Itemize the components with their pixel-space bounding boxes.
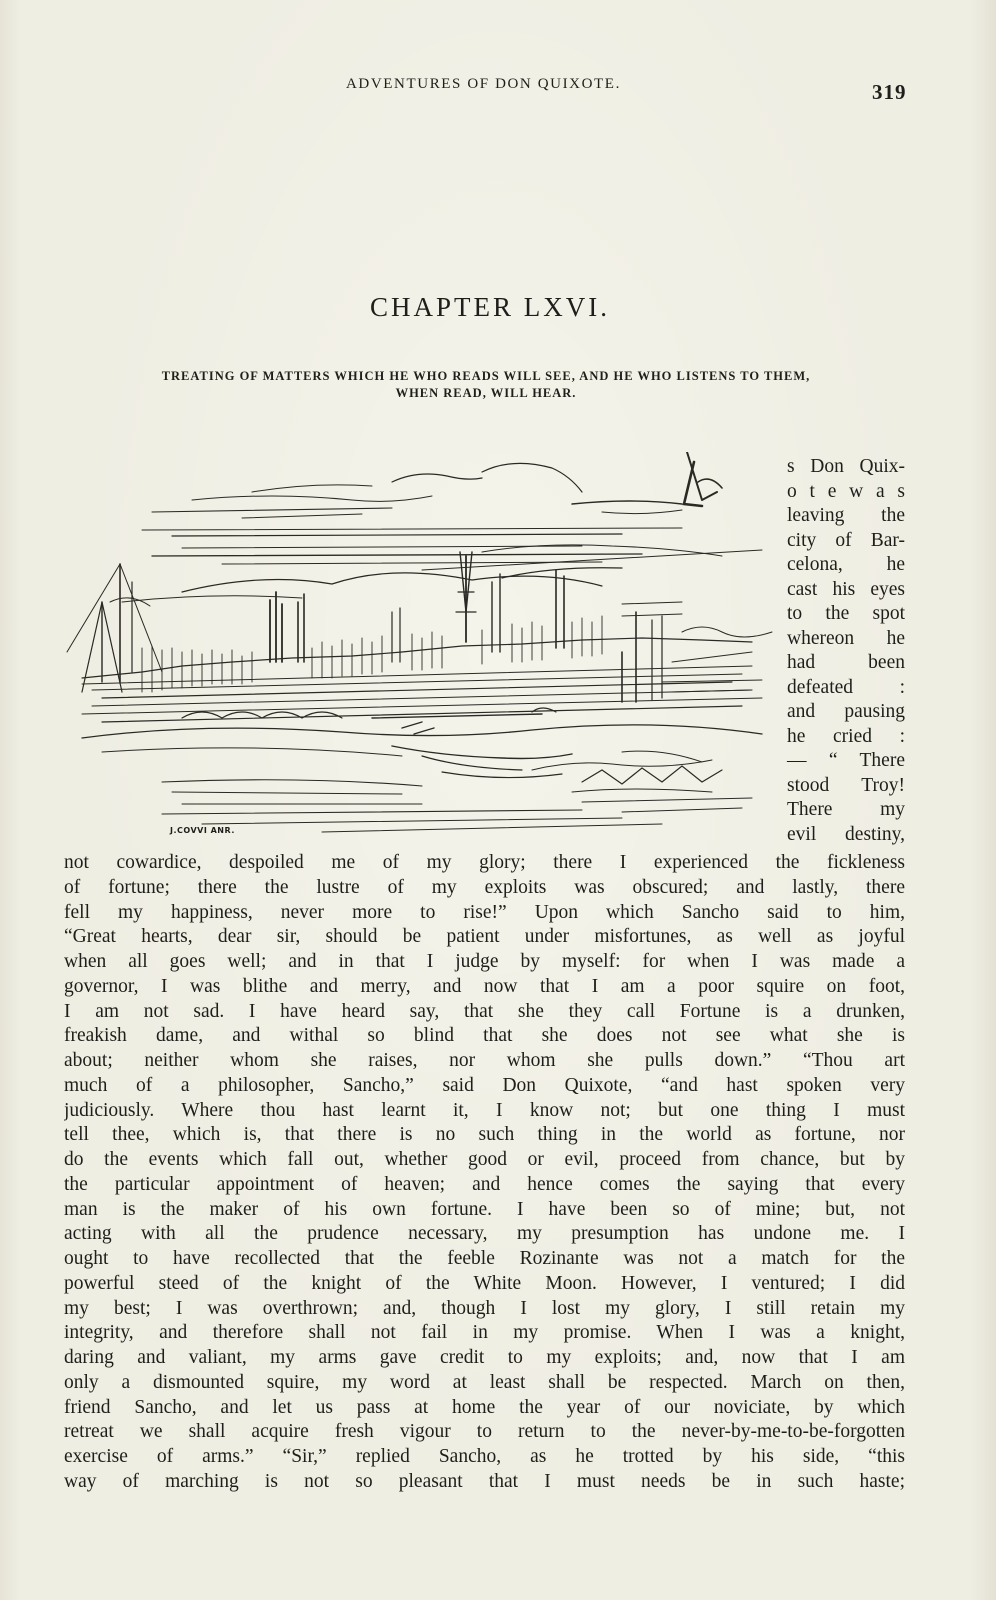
page-number: 319 (872, 80, 907, 104)
body-line: powerful steed of the knight of the White Moon. However, I ventured; I did (64, 1272, 905, 1294)
chapter-title: CHAPTER LXVI. (370, 292, 610, 322)
chapter-subtitle-line-2: WHEN READ, WILL HEAR. (395, 386, 577, 400)
running-head: ADVENTURES OF DON QUIXOTE. (346, 76, 621, 92)
chapter-subtitle (66, 368, 906, 402)
body-line: retreat we shall acquire fresh vigour to return to the never-by-me-to-be-forgotten (64, 1421, 905, 1443)
city-engraving-icon (62, 452, 774, 844)
body-line: much of a philosopher, Sancho,” said Don Quixote, “and hast spoken very (64, 1074, 905, 1096)
body-line: way of marching is not so pleasant that I must needs be in such haste; (64, 1470, 905, 1492)
body-line: when all goes well; and in that I judge by myself: for when I was made a (64, 951, 905, 972)
body-line: only a dismounted squire, my word at least shall be respected. March on then, (64, 1371, 905, 1393)
side-line: celona, he (787, 554, 905, 575)
body-line: of fortune; there the lustre of my exploits was obscured; and lastly, there (64, 876, 905, 898)
side-line: cast his eyes (787, 578, 905, 600)
body-line: integrity, and therefore shall not fail in my promise. When I was a knight, (64, 1322, 905, 1344)
engraver-signature: J.COVVI ANR. (170, 826, 235, 835)
side-line: — “ There (787, 750, 905, 771)
side-line: s Don Quix- (787, 456, 905, 477)
body-line: judiciously. Where thou hast learnt it, I know not; but one thing I must (64, 1099, 905, 1121)
body-line: man is the maker of his own fortune. I have been so of mine; but, not (64, 1198, 905, 1220)
side-line: he cried : (787, 725, 905, 747)
side-column-text (787, 455, 905, 847)
side-line: whereon he (787, 627, 905, 649)
side-line: leaving the (787, 505, 905, 526)
body-line: fell my happiness, never more to rise!” Upon which Sancho said to him, (64, 901, 905, 923)
body-line: acting with all the prudence necessary, my presumption has undone me. I (64, 1223, 905, 1245)
side-line: stood Troy! (787, 774, 905, 796)
side-line: had been (787, 652, 905, 673)
body-line: not cowardice, despoiled me of my glory; there I experienced the fickleness (64, 852, 905, 873)
body-line: tell thee, which is, that there is no such thing in the world as fortune, nor (64, 1124, 905, 1146)
body-line: the particular appointment of heaven; and hence comes the saying that every (64, 1173, 905, 1195)
side-line: city of Bar- (787, 529, 905, 551)
body-line: friend Sancho, and let us pass at home the year of our noviciate, by which (64, 1396, 905, 1418)
body-line: do the events which fall out, whether good or evil, proceed from chance, but by (64, 1149, 905, 1170)
side-line: to the spot (787, 603, 905, 624)
body-paragraph (64, 851, 905, 1495)
side-line: evil destiny, (787, 823, 905, 845)
body-line: governor, I was blithe and merry, and now that I am a poor squire on foot, (64, 975, 905, 997)
body-line: freakish dame, and withal so blind that she does not see what she is (64, 1025, 905, 1047)
side-line: There my (787, 799, 905, 820)
body-line: daring and valiant, my arms gave credit to my exploits; and, now that I am (64, 1347, 905, 1368)
side-line: o t e w a s (787, 480, 905, 502)
chapter-subtitle-line-1: TREATING OF MATTERS WHICH HE WHO READS WILL SEE, AND HE WHO LISTENS TO THEM, (161, 369, 811, 383)
body-line: “Great hearts, dear sir, should be patient under misfortunes, as well as joyful (64, 926, 905, 948)
body-line: exercise of arms.” “Sir,” replied Sancho, as he trotted by his side, “this (64, 1446, 905, 1467)
side-line: and pausing (787, 701, 905, 722)
body-line: my best; I was overthrown; and, though I lost my glory, I still retain my (64, 1297, 905, 1319)
body-line: about; neither whom she raises, nor whom she pulls down.” “Thou art (64, 1050, 905, 1071)
body-line: I am not sad. I have heard say, that she they call Fortune is a drunken, (64, 1000, 905, 1022)
side-line: defeated : (787, 676, 905, 698)
body-line: ought to have recollected that the feeble Rozinante was not a match for the (64, 1248, 905, 1269)
